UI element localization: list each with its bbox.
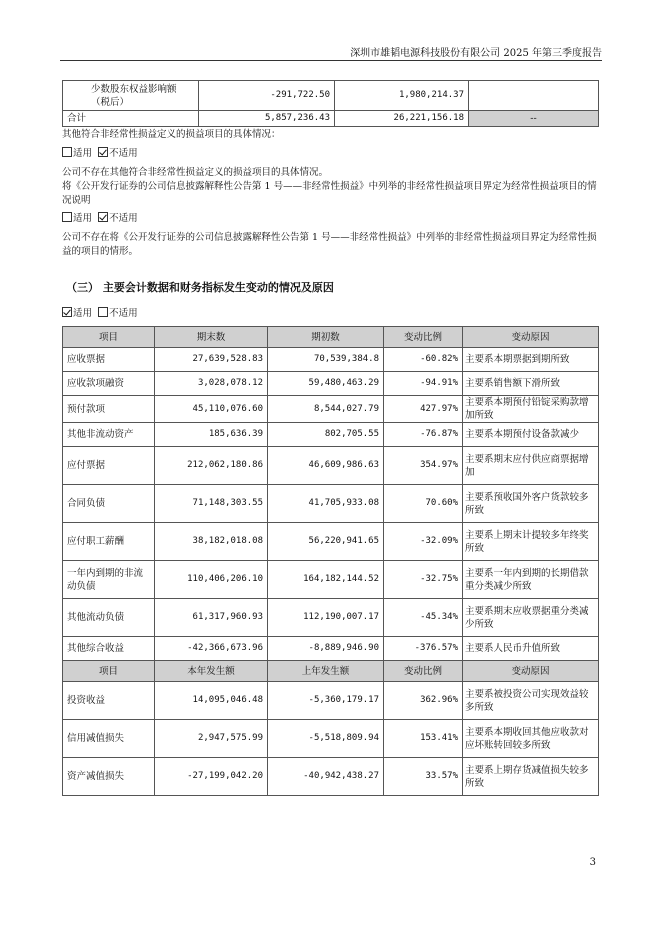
cell-value: 354.97%: [384, 447, 463, 485]
cell-value: 110,406,206.10: [155, 561, 268, 599]
paragraph: 公司不存在将《公开发行证券的公司信息披露解释性公告第 1 号——非经常性损益》中列举的非经常性损益项目界定为经常性损益的项目的情形。: [62, 232, 597, 257]
cell-value: 427.97%: [384, 396, 463, 423]
table-row: [63, 599, 599, 637]
paragraph: 公司不存在其他符合非经常性损益定义的损益项目的具体情况。: [62, 167, 329, 178]
cell-value: -40,942,438.27: [268, 758, 384, 796]
cell-value: 61,317,960.93: [155, 599, 268, 637]
row-label: 合同负债: [63, 485, 155, 523]
paragraph: 将《公开发行证券的公司信息披露解释性公告第 1 号——非经常性损益》中列举的非经常性损益项目界定为经常性损益项目的情况说明: [62, 181, 597, 206]
change-reason: 主要系人民币升值所致: [463, 637, 599, 661]
change-reason: 主要系被投资公司实现效益较多所致: [463, 682, 599, 720]
change-reason: 主要系一年内到期的长期借款重分类减少所致: [463, 561, 599, 599]
checkbox-unchecked-icon: [98, 307, 108, 317]
cell-value: -32.75%: [384, 561, 463, 599]
checkbox-label: 不适用: [109, 148, 138, 159]
cell-value: 45,110,076.60: [155, 396, 268, 423]
applicable-checkbox-row: [62, 147, 598, 161]
table-row: [63, 485, 599, 523]
row-label: 信用减值损失: [63, 720, 155, 758]
cell-value: 3,028,078.12: [155, 372, 268, 396]
column-header: 期末数: [155, 327, 268, 348]
column-header: 变动原因: [463, 327, 599, 348]
cell-value: 185,636.39: [155, 423, 268, 447]
column-header: 上年发生额: [268, 661, 384, 682]
cell-value: -5,518,809.94: [268, 720, 384, 758]
change-reason: 主要系期末应收票据重分类减少所致: [463, 599, 599, 637]
checkbox-label: 不适用: [109, 213, 138, 224]
cell-value: 14,095,046.48: [155, 682, 268, 720]
cell-value: 71,148,303.55: [155, 485, 268, 523]
cell-value: -60.82%: [384, 348, 463, 372]
cell-value: -5,360,179.17: [268, 682, 384, 720]
cell-value: 2,947,575.99: [155, 720, 268, 758]
change-reason: 主要系本期预付设备款减少: [463, 423, 599, 447]
cell-value: 70.60%: [384, 485, 463, 523]
page-header: 深圳市雄韬电源科技股份有限公司 2025 年第三季度报告: [350, 48, 602, 59]
column-header: 项目: [63, 661, 155, 682]
page-number: 3: [589, 857, 596, 868]
checkbox-checked-icon: [98, 147, 108, 157]
row-label: 资产减值损失: [63, 758, 155, 796]
cell-value: 362.96%: [384, 682, 463, 720]
change-reason: 主要系本期收回其他应收款对应坏账转回较多所致: [463, 720, 599, 758]
table-row: [63, 111, 599, 127]
row-label: 应付职工薪酬: [63, 523, 155, 561]
row-label: 合计: [63, 111, 199, 127]
applicable-checkbox-row: [62, 307, 598, 321]
row-label: 其他流动负债: [63, 599, 155, 637]
cell-value: 38,182,018.08: [155, 523, 268, 561]
table-row: [63, 637, 599, 661]
table-row: [63, 447, 599, 485]
table-row: [63, 720, 599, 758]
change-reason: 主要系上期存货减值损失较多所致: [463, 758, 599, 796]
table-row: [63, 81, 599, 111]
row-label: 少数股东权益影响额（税后）: [63, 81, 199, 111]
cell-value: 5,857,236.43: [199, 111, 335, 127]
cell-value: 8,544,027.79: [268, 396, 384, 423]
checkbox-unchecked-icon: [62, 212, 72, 222]
table-row: [63, 372, 599, 396]
applicable-checkbox-row: [62, 212, 598, 226]
cell-value: 164,182,144.52: [268, 561, 384, 599]
cell-value: 212,062,180.86: [155, 447, 268, 485]
cell-value: -42,366,673.96: [155, 637, 268, 661]
paragraph: 其他符合非经常性损益定义的损益项目的具体情况：: [62, 129, 281, 140]
cell-value: 27,639,528.83: [155, 348, 268, 372]
table-row: [63, 758, 599, 796]
table-row: [63, 523, 599, 561]
column-header: 项目: [63, 327, 155, 348]
cell-value: 26,221,156.18: [335, 111, 469, 127]
row-label: 应收款项融资: [63, 372, 155, 396]
cell-value: -45.34%: [384, 599, 463, 637]
checkbox-checked-icon: [62, 307, 72, 317]
cell-value: -94.91%: [384, 372, 463, 396]
table-header-row: [63, 661, 599, 682]
section-title: （三） 主要会计数据和财务指标发生变动的情况及原因: [66, 281, 334, 294]
cell-value: 153.41%: [384, 720, 463, 758]
table-row: [63, 396, 599, 423]
cell-value: -32.09%: [384, 523, 463, 561]
cell-value: -376.57%: [384, 637, 463, 661]
row-label: 应收票据: [63, 348, 155, 372]
cell-value: [469, 81, 599, 111]
checkbox-label: 不适用: [109, 308, 138, 319]
column-header: 变动原因: [463, 661, 599, 682]
change-reason: 主要系预收国外客户货款较多所致: [463, 485, 599, 523]
cell-value: 802,705.55: [268, 423, 384, 447]
column-header: 期初数: [268, 327, 384, 348]
cell-value: --: [469, 111, 599, 127]
row-label: 其他非流动资产: [63, 423, 155, 447]
checkbox-unchecked-icon: [62, 147, 72, 157]
table-row: [63, 348, 599, 372]
row-label: 预付款项: [63, 396, 155, 423]
cell-value: 112,190,007.17: [268, 599, 384, 637]
table-row: [63, 682, 599, 720]
checkbox-label: 适用: [73, 308, 93, 319]
table-header-row: [63, 327, 599, 348]
cell-value: 33.57%: [384, 758, 463, 796]
checkbox-checked-icon: [98, 212, 108, 222]
cell-value: 41,705,933.08: [268, 485, 384, 523]
change-reason: 主要系本期票据到期所致: [463, 348, 599, 372]
row-label: 投资收益: [63, 682, 155, 720]
change-reason: 主要系销售额下滑所致: [463, 372, 599, 396]
cell-value: 46,609,986.63: [268, 447, 384, 485]
table-row: [63, 423, 599, 447]
table-row: [63, 561, 599, 599]
financial-changes-table: [62, 326, 599, 796]
checkbox-label: 适用: [73, 148, 93, 159]
checkbox-label: 适用: [73, 213, 93, 224]
cell-value: 59,480,463.29: [268, 372, 384, 396]
row-label: 其他综合收益: [63, 637, 155, 661]
cell-value: -27,199,042.20: [155, 758, 268, 796]
column-header: 变动比例: [384, 661, 463, 682]
cell-value: -8,889,946.90: [268, 637, 384, 661]
cell-value: -76.87%: [384, 423, 463, 447]
cell-value: 56,220,941.65: [268, 523, 384, 561]
column-header: 变动比例: [384, 327, 463, 348]
change-reason: 主要系本期预付铅锭采购款增加所致: [463, 396, 599, 423]
change-reason: 主要系期末应付供应商票据增加: [463, 447, 599, 485]
row-label: 应付票据: [63, 447, 155, 485]
cell-value: 1,980,214.37: [335, 81, 469, 111]
cell-value: -291,722.50: [199, 81, 335, 111]
cell-value: 70,539,384.8: [268, 348, 384, 372]
column-header: 本年发生额: [155, 661, 268, 682]
header-rule: [60, 60, 602, 61]
row-label: 一年内到期的非流动负债: [63, 561, 155, 599]
change-reason: 主要系上期末计提较多年终奖所致: [463, 523, 599, 561]
nonrecurring-table-tail: [62, 80, 599, 127]
